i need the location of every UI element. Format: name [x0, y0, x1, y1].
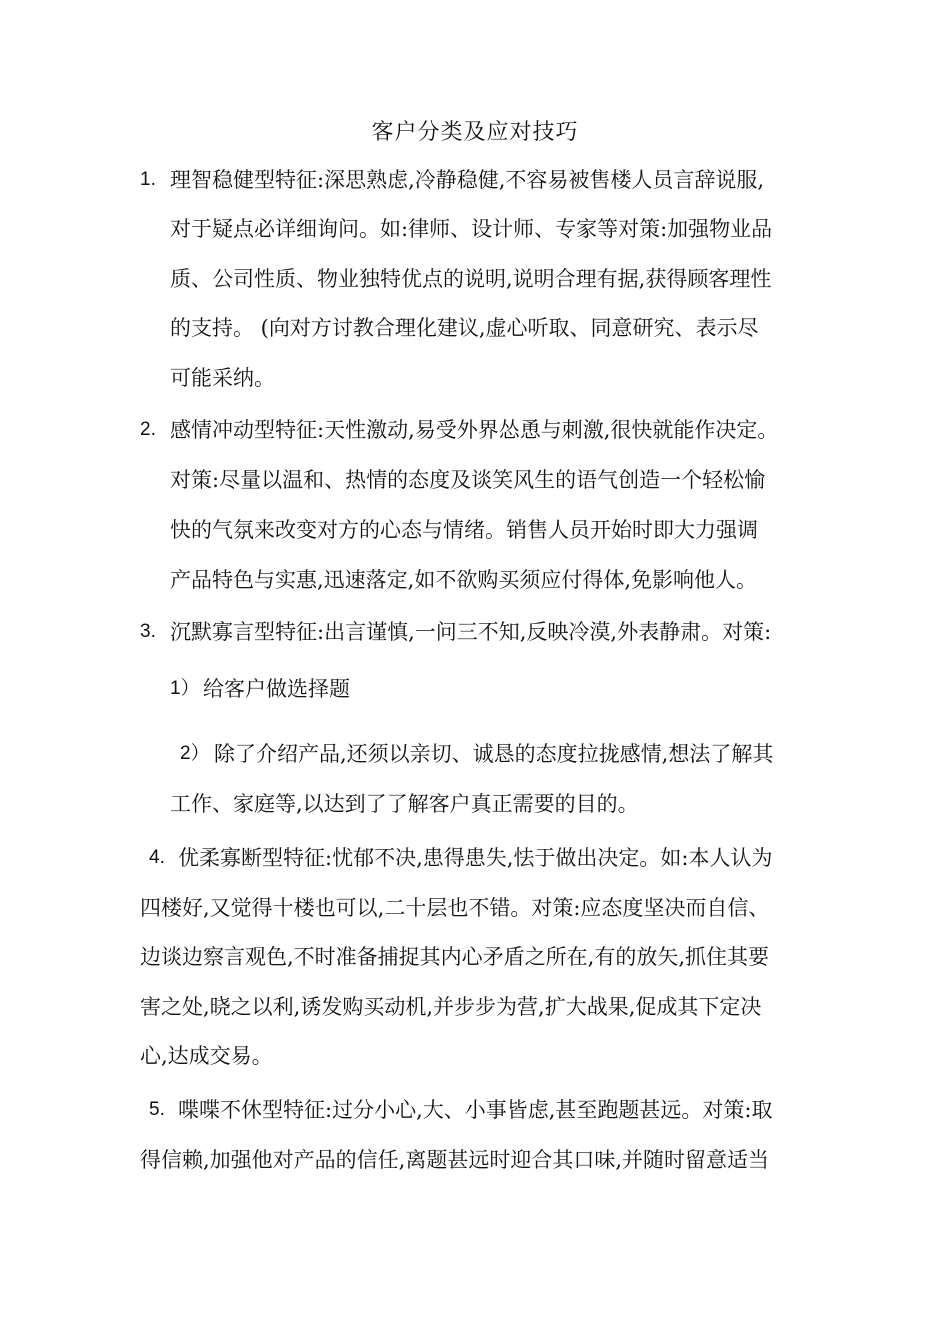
item-2-line-4: 产品特色与实惠,迅速落定,如不欲购买须应付得体,免影响他人。 — [170, 568, 758, 592]
item-4-line-2: 四楼好,又觉得十楼也可以,二十层也不错。对策:应态度坚决而自信、 — [140, 896, 770, 920]
item-1-line-1: 理智稳健型特征:深思熟虑,冷静稳健,不容易被售楼人员言辞说服, — [170, 168, 765, 192]
item-3-sub-1-number: 1） — [170, 678, 200, 699]
item-3-line-1: 沉默寡言型特征:出言谨慎,一问三不知,反映冷漠,外表静肃。对策: — [170, 620, 772, 644]
item-4-line-3: 边谈边察言观色,不时准备捕捉其内心矛盾之所在,有的放矢,抓住其要 — [140, 945, 770, 969]
item-1-line-3: 质、公司性质、物业独特优点的说明,说明合理有据,获得顾客理性 — [170, 267, 772, 291]
item-5-line-2: 得信赖,加强他对产品的信任,离题甚远时迎合其口味,并随时留意适当 — [140, 1148, 770, 1172]
item-2-number: 2. — [140, 419, 156, 440]
item-5-line-1: 喋喋不休型特征:过分小心,大、小事皆虑,甚至跑题甚远。对策:取 — [178, 1098, 773, 1122]
item-4-line-1: 优柔寡断型特征:忧郁不决,患得患失,怯于做出决定。如:本人认为 — [178, 846, 773, 870]
item-2-line-2: 对策:尽量以温和、热情的态度及谈笑风生的语气创造一个轻松愉 — [170, 468, 766, 492]
item-3-sub-2-line-2: 工作、家庭等,以达到了了解客户真正需要的目的。 — [170, 792, 639, 816]
item-1-line-4: 的支持。 (向对方讨教合理化建议,虚心听取、同意研究、表示尽 — [170, 316, 759, 340]
item-1-line-2: 对于疑点必详细询问。如:律师、设计师、专家等对策:加强物业品 — [170, 217, 773, 241]
item-3-sub-2-number: 2） — [180, 743, 210, 764]
item-5-number: 5. — [149, 1099, 165, 1120]
item-4-line-4: 害之处,晓之以利,诱发购买动机,并步步为营,扩大战果,促成其下定决 — [140, 995, 762, 1019]
item-3-sub-2-line-1: 除了介绍产品,还须以亲切、诚恳的态度拉拢感情,想法了解其 — [214, 742, 774, 766]
item-2-line-1: 感情冲动型特征:天性激动,易受外界怂恿与刺激,很快就能作决定。 — [170, 418, 779, 442]
document-title: 客户分类及应对技巧 — [371, 120, 579, 145]
item-3-sub-1-text: 给客户做选择题 — [203, 677, 350, 701]
item-4-number: 4. — [149, 847, 165, 868]
item-2-line-3: 快的气氛来改变对方的心态与情绪。销售人员开始时即大力强调 — [170, 518, 758, 542]
item-4-line-5: 心,达成交易。 — [140, 1044, 273, 1068]
item-3-number: 3. — [140, 621, 156, 642]
item-1-line-5: 可能采纳。 — [170, 366, 275, 390]
item-1-number: 1. — [140, 169, 156, 190]
